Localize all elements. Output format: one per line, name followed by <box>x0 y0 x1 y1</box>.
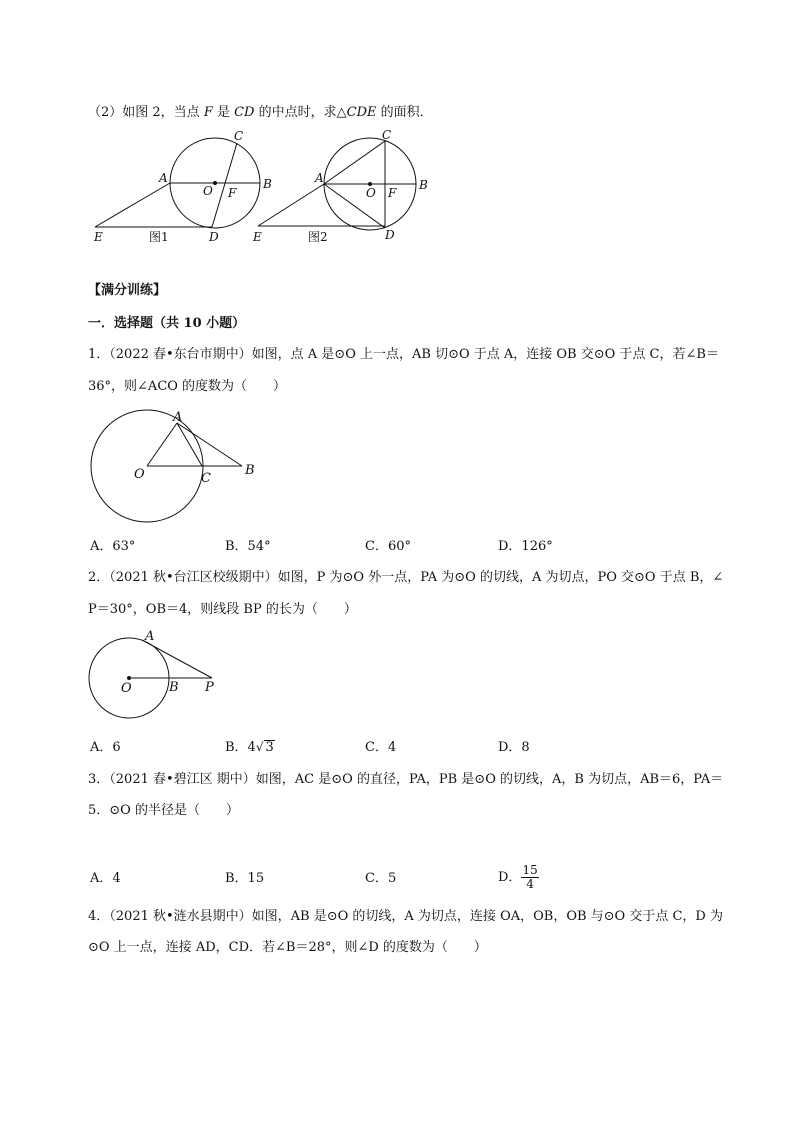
part2-text: 的中点时，求△ <box>254 105 347 120</box>
question-1-option-b[interactable]: B．54° <box>225 539 271 554</box>
question-2-option-b[interactable] <box>225 739 275 756</box>
question-2-line-1: 2．（2021 秋•台江区校级期中）如图，P 为⊙O 外一点，PA 为⊙O 的切线，A 为切点，PO 交⊙O 于点 B，∠ <box>88 570 724 585</box>
figure-2-label-o: O <box>366 186 376 200</box>
question-2-option-a[interactable]: A．6 <box>90 740 121 755</box>
part2-text: （2）如图 2，当点 <box>88 105 204 120</box>
figure-2-label-d: D <box>385 228 395 242</box>
question-4-line-2: ⊙O 上一点，连接 AD，CD．若∠B＝28°，则∠D 的度数为（ ） <box>88 940 487 955</box>
question-2-center-dot <box>127 676 131 680</box>
figure-2-line-ad <box>324 184 385 228</box>
figure-1-label-d: D <box>209 230 219 244</box>
question-1-option-c[interactable]: C．60° <box>365 539 411 554</box>
figure-1-line-ea <box>95 183 170 227</box>
figure-2-label-a: A <box>315 171 324 185</box>
question-1-radius-oa <box>147 423 177 466</box>
question-2-option-b-text: B．4 <box>225 740 256 755</box>
question-2-label-o: O <box>121 681 132 696</box>
figure-1-label-b: B <box>263 177 272 191</box>
part2-statement <box>88 104 433 121</box>
figure-1-label-o: O <box>203 184 213 198</box>
part2-text: 的面积． <box>376 105 433 120</box>
question-2-label-p: P <box>205 680 214 695</box>
figure-2-label-e: E <box>253 230 262 244</box>
figure-1-chord-cd <box>212 143 237 227</box>
figure-1-label-c: C <box>234 129 244 143</box>
question-2-figure <box>80 628 230 723</box>
part2-figures <box>0 125 794 250</box>
question-2-line-2: P＝30°，OB＝4，则线段 BP 的长为（ ） <box>88 602 357 617</box>
figure-2 <box>258 138 416 230</box>
question-2-option-d[interactable]: D．8 <box>498 740 530 755</box>
question-3-line-2: 5．⊙O 的半径是（ ） <box>88 803 239 818</box>
question-3-option-c[interactable]: C．5 <box>365 871 397 886</box>
question-1-label-c: C <box>201 471 211 486</box>
question-1-option-d[interactable]: D．126° <box>498 539 553 554</box>
figure-2-label-b: B <box>419 178 428 192</box>
question-1-option-a[interactable]: A．63° <box>90 539 136 554</box>
figure-1-caption: 图1 <box>149 230 169 244</box>
fraction-denominator: 4 <box>526 877 534 891</box>
question-3-option-b[interactable]: B．15 <box>225 871 265 886</box>
figure-2-label-f: F <box>388 186 397 200</box>
question-3-option-d-fraction <box>521 864 538 891</box>
question-2-label-a: A <box>145 629 155 644</box>
question-2-label-b: B <box>169 680 179 695</box>
figure-2-line-ac <box>324 141 385 184</box>
question-1-label-a: A <box>173 410 183 425</box>
question-3-option-a[interactable]: A．4 <box>90 871 121 886</box>
subsection-title: 一．选择题（共 10 小题） <box>88 316 246 331</box>
question-2-tangent-pa <box>142 640 212 678</box>
part2-var-f: F <box>203 105 213 120</box>
question-3-line-1: 3．（2021 春•碧江区 期中）如图，AC 是⊙O 的直径，PA，PB 是⊙O 的切线，A，B 为切点，AB＝6，PA＝ <box>88 772 724 787</box>
question-1-tangent-ab <box>177 423 242 466</box>
figure-2-label-c: C <box>382 128 392 142</box>
figure-1-center-dot <box>213 181 217 185</box>
question-2-option-c[interactable]: C．4 <box>365 740 397 755</box>
fraction-numerator: 15 <box>522 863 538 877</box>
question-1-label-b: B <box>245 463 255 478</box>
section-title: 【满分训练】 <box>88 283 167 298</box>
question-4-line-1: 4．（2021 秋•涟水县期中）如图，AB 是⊙O 的切线，A 为切点，连接 OA，OB，OB 与⊙O 交于点 C，D 为 <box>88 909 723 924</box>
figure-2-caption: 图2 <box>308 230 328 244</box>
part2-var-cd: CD <box>234 105 255 120</box>
part2-var-cde: CDE <box>346 105 377 120</box>
figure-1-label-f: F <box>228 186 237 200</box>
question-3-option-d-text: D． <box>498 870 522 885</box>
question-1-figure <box>80 405 280 530</box>
question-1-line-1: 1．（2022 春•东台市期中）如图，点 A 是⊙O 上一点，AB 切⊙O 于点 A，连接 OB 交⊙O 于点 C，若∠B＝ <box>88 347 719 362</box>
figure-1-label-e: E <box>94 230 103 244</box>
part2-text: 是 <box>212 105 235 120</box>
question-2-option-b-radicand: 3 <box>265 740 274 755</box>
figure-1-label-a: A <box>159 171 168 185</box>
question-3-option-d[interactable] <box>498 862 539 894</box>
question-1-label-o: O <box>134 467 145 482</box>
question-1-line-2: 36°，则∠ACO 的度数为（ ） <box>88 379 287 394</box>
figure-1 <box>95 138 260 228</box>
sqrt-sign-icon: √ <box>255 740 264 754</box>
